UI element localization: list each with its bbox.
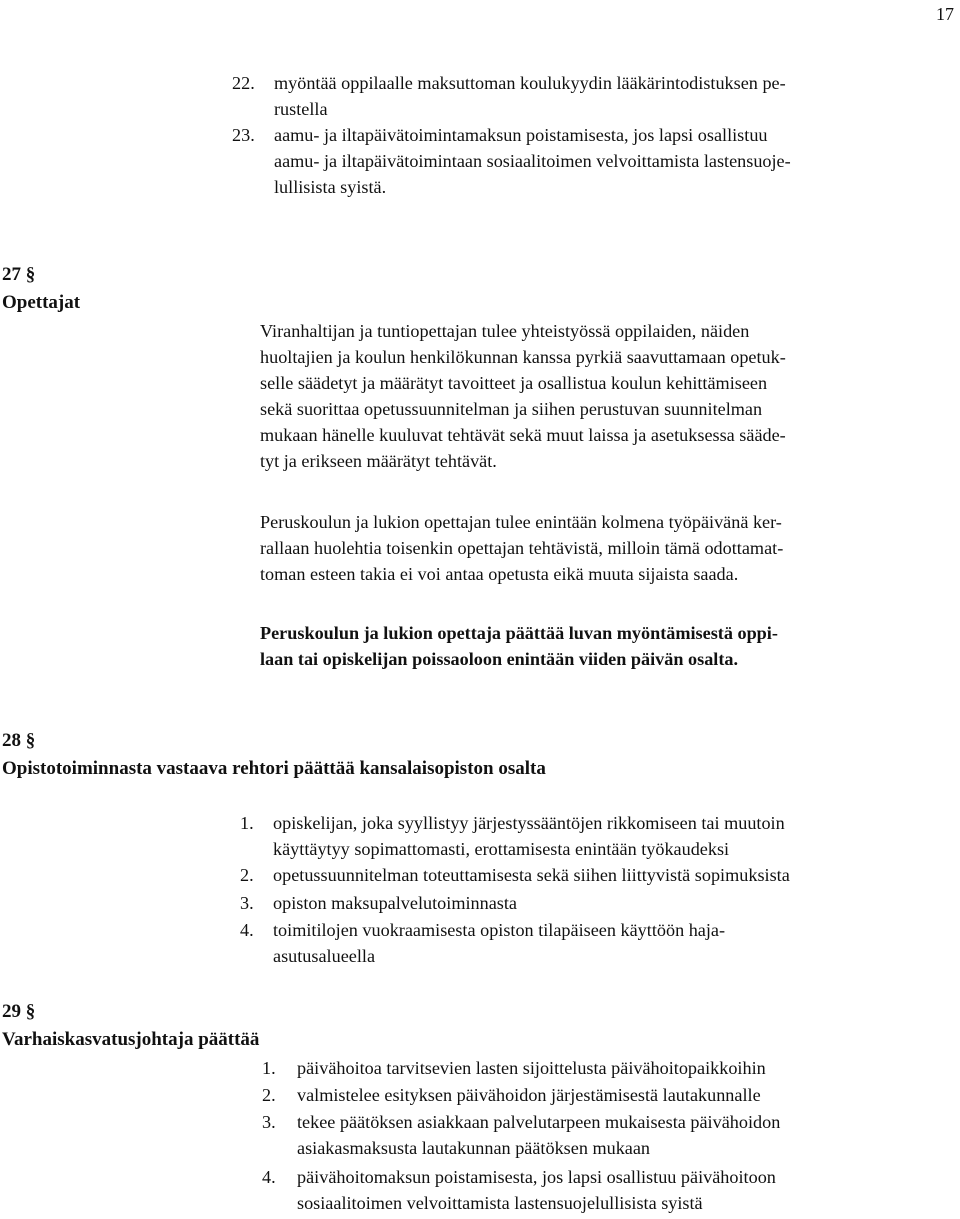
list-item-number: 22. (232, 73, 255, 93)
list-item-line: käyttäytyy sopimattomasti, erottamisesta enintään työkaudeksi (273, 839, 730, 859)
paragraph-line: rallaan huolehtia toisenkin opettajan tehtävistä, milloin tämä odottamat- (260, 538, 784, 558)
list-item-line: aamu- ja iltapäivätoimintaan sosiaalitoimen velvoittamista lastensuoje- (274, 151, 791, 171)
list-item-number: 2. (240, 865, 254, 885)
list-item-number: 23. (232, 125, 255, 145)
list-item-number: 4. (240, 920, 254, 940)
list-item-line: päivähoitomaksun poistamisesta, jos lapsi osallistuu päivähoitoon (297, 1167, 776, 1187)
paragraph-line: Peruskoulun ja lukion opettajan tulee enintään kolmena työpäivänä ker- (260, 512, 782, 532)
list-item-line: toimitilojen vuokraamisesta opiston tilapäiseen käyttöön haja- (273, 920, 726, 940)
list-item-number: 1. (262, 1058, 276, 1078)
section-title: Opistotoiminnasta vastaava rehtori päättää kansalaisopiston osalta (2, 758, 546, 779)
list-item-line: opiskelijan, joka syyllistyy järjestyssääntöjen rikkomiseen tai muutoin (273, 813, 785, 833)
page-number: 17 (936, 4, 954, 24)
paragraph-line: sekä suorittaa opetussuunnitelman ja siihen perustuvan suunnitelman (260, 399, 763, 419)
list-item-line: sosiaalitoimen velvoittamista lastensuojelullisista syistä (297, 1193, 703, 1213)
list-item-line: aamu- ja iltapäivätoimintamaksun poistamisesta, jos lapsi osallistuu (274, 125, 768, 145)
paragraph-line: tyt ja erikseen määrätyt tehtävät. (260, 451, 497, 471)
list-item-line: asiakasmaksusta lautakunnan päätöksen mukaan (297, 1138, 651, 1158)
paragraph-line: Peruskoulun ja lukion opettaja päättää luvan myöntämisestä oppi- (260, 623, 778, 643)
paragraph-line: huoltajien ja koulun henkilökunnan kanssa pyrkiä saavuttamaan opetuk- (260, 347, 786, 367)
list-item-line: opiston maksupalvelutoiminnasta (273, 893, 517, 913)
list-item-line: valmistelee esityksen päivähoidon järjestämisestä lautakunnalle (297, 1085, 761, 1105)
paragraph-line: laan tai opiskelijan poissaoloon enintään viiden päivän osalta. (260, 649, 739, 669)
paragraph-line: Viranhaltijan ja tuntiopettajan tulee yhteistyössä oppilaiden, näiden (260, 321, 750, 341)
section-number: 27 § (2, 264, 36, 285)
list-item-line: asutusalueella (273, 946, 376, 966)
list-item-number: 3. (240, 893, 254, 913)
list-item-line: rustella (274, 99, 328, 119)
section-title: Varhaiskasvatusjohtaja päättää (2, 1029, 260, 1050)
list-item-number: 4. (262, 1167, 276, 1187)
paragraph-line: selle säädetyt ja määrätyt tavoitteet ja osallistua koulun kehittämiseen (260, 373, 768, 393)
section-title: Opettajat (2, 292, 81, 313)
section-number: 29 § (2, 1001, 36, 1022)
list-item-number: 2. (262, 1085, 276, 1105)
list-item-line: päivähoitoa tarvitsevien lasten sijoittelusta päivähoitopaikkoihin (297, 1058, 766, 1078)
paragraph-line: toman esteen takia ei voi antaa opetusta eikä muuta sijaista saada. (260, 564, 739, 584)
list-item-line: myöntää oppilaalle maksuttoman koulukyydin lääkärintodistuksen pe- (274, 73, 786, 93)
list-item-line: tekee päätöksen asiakkaan palvelutarpeen mukaisesta päivähoidon (297, 1112, 781, 1132)
list-item-line: lullisista syistä. (274, 177, 387, 197)
section-number: 28 § (2, 730, 36, 751)
paragraph-line: mukaan hänelle kuuluvat tehtävät sekä muut laissa ja asetuksessa sääde- (260, 425, 786, 445)
list-item-number: 3. (262, 1112, 276, 1132)
list-item-line: opetussuunnitelman toteuttamisesta sekä siihen liittyvistä sopimuksista (273, 865, 790, 885)
list-item-number: 1. (240, 813, 254, 833)
